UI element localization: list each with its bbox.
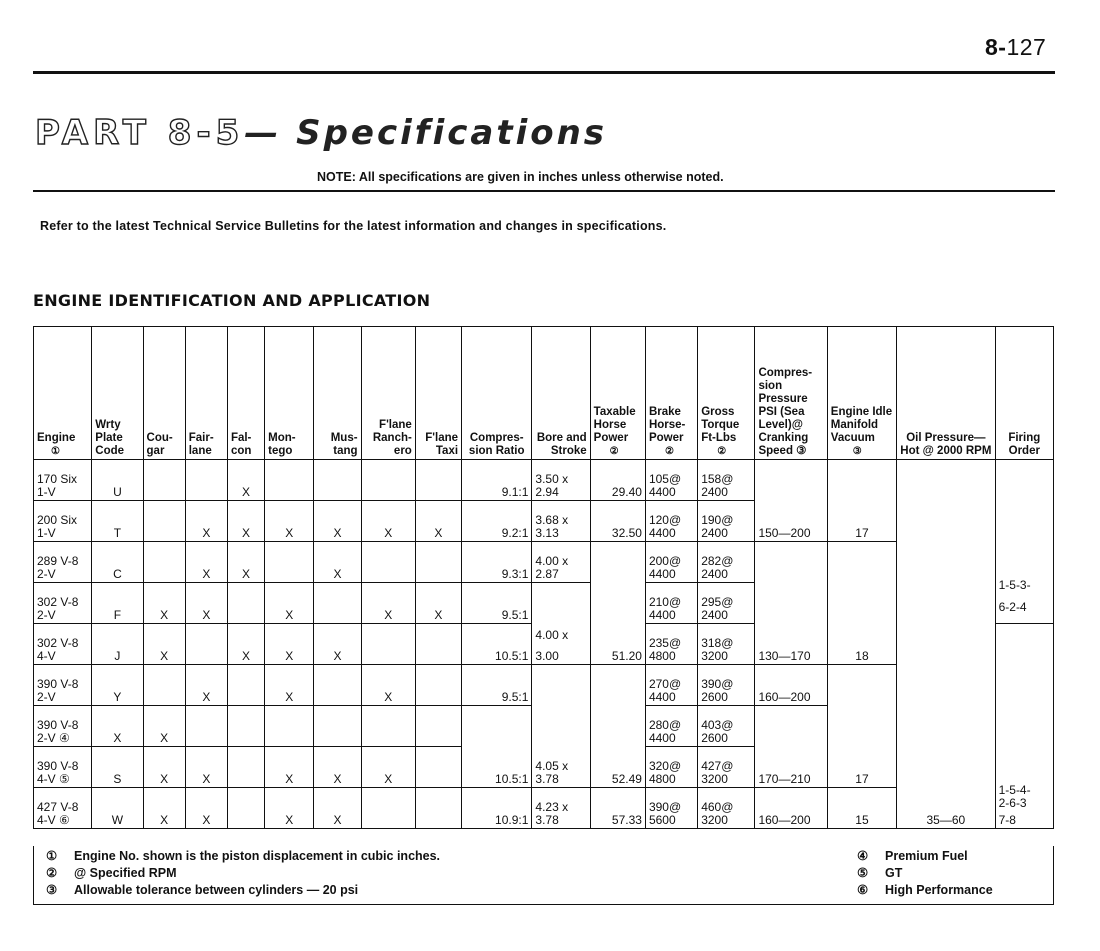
footnotes xyxy=(33,846,1054,905)
manifold-vacuum: 15 xyxy=(827,788,896,829)
taxable-hp: 32.50 xyxy=(590,501,645,542)
footnote-3: ③ Allowable tolerance between cylinders — 20 psi xyxy=(46,883,359,897)
ranchero-mark xyxy=(361,624,415,665)
taxi-mark xyxy=(415,460,461,501)
gross-torque: 295@ 2400 xyxy=(698,583,755,624)
footnote-5: ⑤ GT xyxy=(857,866,903,880)
compression-pressure: 130—170 xyxy=(755,542,827,665)
taxable-hp: 29.40 xyxy=(590,460,645,501)
header-wrty-code: Wrty Plate Code xyxy=(92,327,143,460)
taxi-mark xyxy=(415,542,461,583)
montego-mark: X xyxy=(265,665,314,706)
header-oil-pressure: Oil Pressure— Hot @ 2000 RPM xyxy=(897,327,995,460)
plate-code: W xyxy=(92,788,143,829)
falcon-mark xyxy=(227,665,264,706)
compression-ratio: 9.1:1 xyxy=(462,460,532,501)
fairlane-mark: X xyxy=(185,665,227,706)
fairlane-mark: X xyxy=(185,747,227,788)
engine-spec-table xyxy=(33,326,1054,829)
bore-stroke: 4.00 x 2.87 xyxy=(532,542,590,583)
page-title xyxy=(35,113,607,153)
plate-code: Y xyxy=(92,665,143,706)
compression-ratio: 9.3:1 xyxy=(462,542,532,583)
montego-mark xyxy=(265,706,314,747)
compression-pressure: 160—200 xyxy=(755,665,827,706)
engine-cell: 390 V-8 2-V xyxy=(34,665,92,706)
falcon-mark: X xyxy=(227,624,264,665)
title-dash: — xyxy=(244,113,282,153)
compression-pressure: 170—210 xyxy=(755,706,827,788)
bore-stroke: 4.05 x 3.78 xyxy=(532,665,590,788)
cougar-mark: X xyxy=(143,747,185,788)
header-mustang: Mus- tang xyxy=(314,327,361,460)
ranchero-mark: X xyxy=(361,501,415,542)
fairlane-mark: X xyxy=(185,501,227,542)
falcon-mark: X xyxy=(227,501,264,542)
fairlane-mark: X xyxy=(185,583,227,624)
montego-mark: X xyxy=(265,788,314,829)
header-manifold-vacuum: Engine Idle Manifold Vacuum ③ xyxy=(827,327,896,460)
ranchero-mark xyxy=(361,788,415,829)
mustang-mark xyxy=(314,583,361,624)
header-falcon: Fal- con xyxy=(227,327,264,460)
firing-order-six: 1-5-3- 6-2-4 xyxy=(995,460,1053,624)
bore-stroke: 4.23 x 3.78 xyxy=(532,788,590,829)
cougar-mark xyxy=(143,460,185,501)
footnote-4: ④ Premium Fuel xyxy=(857,849,968,863)
ranchero-mark: X xyxy=(361,747,415,788)
gross-torque: 427@ 3200 xyxy=(698,747,755,788)
ranchero-mark xyxy=(361,460,415,501)
ranchero-mark xyxy=(361,542,415,583)
taxable-hp: 51.20 xyxy=(590,542,645,665)
manifold-vacuum: 17 xyxy=(827,460,896,542)
fairlane-mark xyxy=(185,624,227,665)
taxi-mark xyxy=(415,624,461,665)
ranchero-mark: X xyxy=(361,665,415,706)
taxable-hp: 52.49 xyxy=(590,665,645,788)
header-taxable-hp: Taxable Horse Power ② xyxy=(590,327,645,460)
taxi-mark xyxy=(415,665,461,706)
gross-torque: 390@ 2600 xyxy=(698,665,755,706)
falcon-mark xyxy=(227,747,264,788)
engine-cell: 302 V-8 2-V xyxy=(34,583,92,624)
bore-stroke: 3.68 x 3.13 xyxy=(532,501,590,542)
compression-ratio: 10.5:1 xyxy=(462,624,532,665)
plate-code: S xyxy=(92,747,143,788)
page-number xyxy=(985,34,1046,61)
brake-hp: 270@ 4400 xyxy=(645,665,697,706)
compression-ratio: 9.2:1 xyxy=(462,501,532,542)
taxi-mark xyxy=(415,788,461,829)
fairlane-mark xyxy=(185,706,227,747)
taxi-mark xyxy=(415,706,461,747)
header-bore-stroke: Bore and Stroke xyxy=(532,327,590,460)
engine-cell: 289 V-8 2-V xyxy=(34,542,92,583)
header-cougar: Cou- gar xyxy=(143,327,185,460)
taxi-mark xyxy=(415,747,461,788)
header-fairlane: Fair- lane xyxy=(185,327,227,460)
footnote-2: ② @ Specified RPM xyxy=(46,866,177,880)
mustang-mark: X xyxy=(314,542,361,583)
brake-hp: 320@ 4800 xyxy=(645,747,697,788)
engine-cell: 170 Six 1-V xyxy=(34,460,92,501)
compression-ratio: 10.5:1 xyxy=(462,706,532,788)
footnote-6: ⑥ High Performance xyxy=(857,883,993,897)
falcon-mark xyxy=(227,706,264,747)
gross-torque: 282@ 2400 xyxy=(698,542,755,583)
refer-text: Refer to the latest Technical Service Bulletins for the latest information and changes in specifications. xyxy=(40,219,667,233)
table-row xyxy=(34,460,1054,501)
header-taxi: F'lane Taxi xyxy=(415,327,461,460)
mustang-mark xyxy=(314,460,361,501)
title-rule xyxy=(33,190,1055,192)
bore-stroke: 4.00 x 3.00 xyxy=(532,583,590,665)
brake-hp: 235@ 4800 xyxy=(645,624,697,665)
engine-cell: 302 V-8 4-V xyxy=(34,624,92,665)
falcon-mark xyxy=(227,788,264,829)
brake-hp: 120@ 4400 xyxy=(645,501,697,542)
compression-ratio: 10.9:1 xyxy=(462,788,532,829)
compression-ratio: 9.5:1 xyxy=(462,583,532,624)
header-ranchero: F'lane Ranch- ero xyxy=(361,327,415,460)
brake-hp: 105@ 4400 xyxy=(645,460,697,501)
mustang-mark xyxy=(314,706,361,747)
brake-hp: 280@ 4400 xyxy=(645,706,697,747)
cougar-mark: X xyxy=(143,624,185,665)
engine-cell: 427 V-8 4-V ⑥ xyxy=(34,788,92,829)
compression-ratio: 9.5:1 xyxy=(462,665,532,706)
cougar-mark xyxy=(143,542,185,583)
mustang-mark: X xyxy=(314,747,361,788)
plate-code: U xyxy=(92,460,143,501)
mustang-mark: X xyxy=(314,624,361,665)
header-montego: Mon- tego xyxy=(265,327,314,460)
bore-stroke: 3.50 x 2.94 xyxy=(532,460,590,501)
compression-pressure: 160—200 xyxy=(755,788,827,829)
falcon-mark xyxy=(227,583,264,624)
footnote-1: ① Engine No. shown is the piston displacement in cubic inches. xyxy=(46,849,441,863)
brake-hp: 200@ 4400 xyxy=(645,542,697,583)
title-name: Specifications xyxy=(296,113,608,153)
header-compression-pressure: Compres- sion Pressure PSI (Sea Level)@ Cranking Speed ③ xyxy=(755,327,827,460)
cougar-mark xyxy=(143,501,185,542)
engine-cell: 200 Six 1-V xyxy=(34,501,92,542)
gross-torque: 158@ 2400 xyxy=(698,460,755,501)
firing-order-v8: 1-5-4- 2-6-3 7-8 xyxy=(995,624,1053,829)
cougar-mark: X xyxy=(143,788,185,829)
plate-code: T xyxy=(92,501,143,542)
plate-code: F xyxy=(92,583,143,624)
brake-hp: 390@ 5600 xyxy=(645,788,697,829)
top-rule xyxy=(33,71,1055,74)
mustang-mark xyxy=(314,665,361,706)
gross-torque: 460@ 3200 xyxy=(698,788,755,829)
engine-cell: 390 V-8 2-V ④ xyxy=(34,706,92,747)
fairlane-mark xyxy=(185,460,227,501)
section-title: ENGINE IDENTIFICATION AND APPLICATION xyxy=(33,291,431,310)
montego-mark xyxy=(265,542,314,583)
table-header-row xyxy=(34,327,1054,460)
cougar-mark xyxy=(143,665,185,706)
brake-hp: 210@ 4400 xyxy=(645,583,697,624)
plate-code: J xyxy=(92,624,143,665)
ranchero-mark xyxy=(361,706,415,747)
header-engine: Engine ① xyxy=(34,327,92,460)
cougar-mark: X xyxy=(143,706,185,747)
engine-cell: 390 V-8 4-V ⑤ xyxy=(34,747,92,788)
header-brake-hp: Brake Horse- Power ② xyxy=(645,327,697,460)
oil-pressure: 35—60 xyxy=(897,460,995,829)
falcon-mark: X xyxy=(227,460,264,501)
gross-torque: 190@ 2400 xyxy=(698,501,755,542)
gross-torque: 403@ 2600 xyxy=(698,706,755,747)
header-firing-order: Firing Order xyxy=(995,327,1053,460)
falcon-mark: X xyxy=(227,542,264,583)
taxi-mark: X xyxy=(415,501,461,542)
cougar-mark: X xyxy=(143,583,185,624)
manifold-vacuum: 18 xyxy=(827,542,896,665)
units-note: NOTE: All specifications are given in inches unless otherwise noted. xyxy=(317,170,724,184)
header-gross-torque: Gross Torque Ft-Lbs ② xyxy=(698,327,755,460)
plate-code: C xyxy=(92,542,143,583)
page-index: 127 xyxy=(1006,34,1047,60)
fairlane-mark: X xyxy=(185,788,227,829)
gross-torque: 318@ 3200 xyxy=(698,624,755,665)
compression-pressure: 150—200 xyxy=(755,460,827,542)
plate-code: X xyxy=(92,706,143,747)
montego-mark xyxy=(265,460,314,501)
montego-mark: X xyxy=(265,501,314,542)
mustang-mark: X xyxy=(314,501,361,542)
manifold-vacuum: 17 xyxy=(827,665,896,788)
taxi-mark: X xyxy=(415,583,461,624)
montego-mark: X xyxy=(265,747,314,788)
montego-mark: X xyxy=(265,583,314,624)
title-part: PART 8-5 xyxy=(35,113,245,153)
mustang-mark: X xyxy=(314,788,361,829)
fairlane-mark: X xyxy=(185,542,227,583)
taxable-hp: 57.33 xyxy=(590,788,645,829)
ranchero-mark: X xyxy=(361,583,415,624)
header-compression-ratio: Compres- sion Ratio xyxy=(462,327,532,460)
page-section: 8- xyxy=(985,34,1007,60)
montego-mark: X xyxy=(265,624,314,665)
